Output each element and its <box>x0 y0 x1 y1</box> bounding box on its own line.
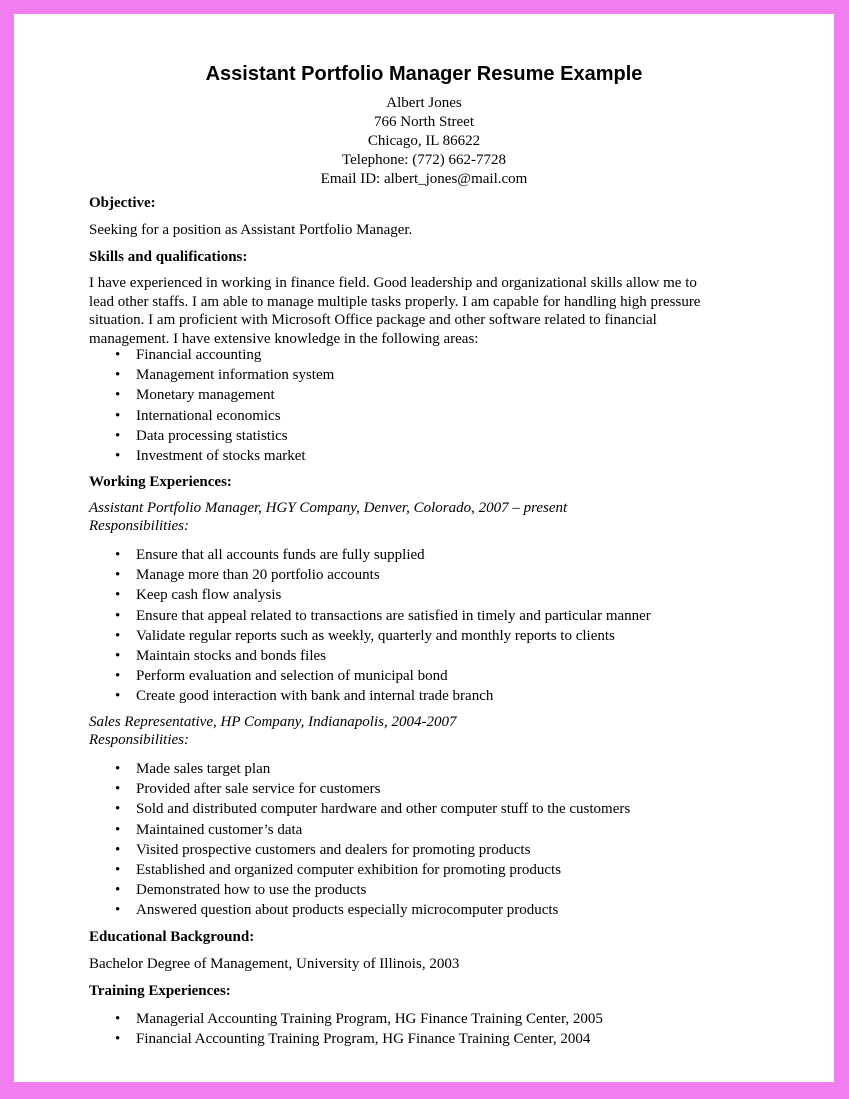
list-item: • Made sales target plan <box>14 759 630 779</box>
skills-line: management. I have extensive knowledge in the following areas: <box>89 330 479 347</box>
list-item: • Monetary management <box>14 385 334 405</box>
list-item: • Maintained customer’s data <box>14 820 630 840</box>
resume-body <box>14 14 834 1082</box>
skills-line: situation. I am proficient with Microsoft Office package and other software related to financial <box>89 312 657 328</box>
list-item: • Validate regular reports such as weekly, quarterly and monthly reports to clients <box>14 626 651 646</box>
job-responsibilities-list <box>14 759 630 921</box>
list-item: • Data processing statistics <box>14 426 334 446</box>
list-item: • Keep cash flow analysis <box>14 585 651 605</box>
contact-name: Albert Jones <box>386 95 462 111</box>
list-item: • Answered question about products especially microcomputer products <box>14 900 630 920</box>
list-item: • Ensure that all accounts funds are fully supplied <box>14 545 651 565</box>
objective-heading: Objective: <box>89 195 156 211</box>
job-title: Sales Representative, HP Company, Indianapolis, 2004-2007 <box>89 714 457 730</box>
training-heading: Training Experiences: <box>89 983 231 999</box>
list-item: • Maintain stocks and bonds files <box>14 646 651 666</box>
list-item: • Sold and distributed computer hardware and other computer stuff to the customers <box>14 799 630 819</box>
responsibilities-label: Responsibilities: <box>89 518 189 534</box>
training-list <box>14 1009 603 1049</box>
list-item: • Financial accounting <box>14 345 334 365</box>
list-item: • Established and organized computer exhibition for promoting products <box>14 860 630 880</box>
list-item: • Provided after sale service for customers <box>14 779 630 799</box>
contact-phone: Telephone: (772) 662-7728 <box>342 152 506 168</box>
work-heading: Working Experiences: <box>89 474 232 490</box>
skills-heading: Skills and qualifications: <box>89 249 248 265</box>
list-item: • International economics <box>14 406 334 426</box>
contact-block <box>14 94 834 189</box>
education-heading: Educational Background: <box>89 929 255 945</box>
skills-paragraph <box>89 274 789 348</box>
skills-line: I have experienced in working in finance field. Good leadership and organizational skills allow me to <box>89 275 697 291</box>
skills-line: lead other staffs. I am able to manage multiple tasks properly. I am capable for handling high pressure <box>89 293 701 310</box>
contact-city: Chicago, IL 86622 <box>367 133 481 149</box>
education-text: Bachelor Degree of Management, University of Illinois, 2003 <box>89 956 460 972</box>
contact-email: Email ID: albert_jones@mail.com <box>320 171 528 187</box>
list-item: • Financial Accounting Training Program, HG Finance Training Center, 2004 <box>14 1029 603 1049</box>
job-title: Assistant Portfolio Manager, HGY Company, Denver, Colorado, 2007 – present <box>89 500 568 516</box>
list-item: • Perform evaluation and selection of municipal bond <box>14 666 651 686</box>
list-item: • Manage more than 20 portfolio accounts <box>14 565 651 585</box>
page-title: Assistant Portfolio Manager Resume Example <box>205 63 643 85</box>
list-item: • Visited prospective customers and dealers for promoting products <box>14 840 630 860</box>
responsibilities-label: Responsibilities: <box>89 732 189 748</box>
list-item: • Investment of stocks market <box>14 446 334 466</box>
skills-list <box>14 345 334 466</box>
contact-street: 766 North Street <box>374 114 474 130</box>
job-responsibilities-list <box>14 545 651 707</box>
list-item: • Management information system <box>14 365 334 385</box>
objective-text: Seeking for a position as Assistant Portfolio Manager. <box>89 222 413 238</box>
resume-page <box>14 14 834 1082</box>
list-item: • Create good interaction with bank and internal trade branch <box>14 686 651 706</box>
list-item: • Managerial Accounting Training Program, HG Finance Training Center, 2005 <box>14 1009 603 1029</box>
list-item: • Demonstrated how to use the products <box>14 880 630 900</box>
list-item: • Ensure that appeal related to transactions are satisfied in timely and particular manner <box>14 606 651 626</box>
